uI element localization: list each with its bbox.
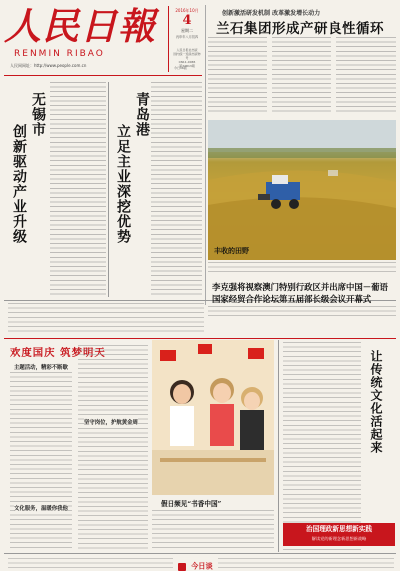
holiday-photo-scene [152,340,274,495]
footer-rule [4,553,396,554]
left-story-1-body [50,82,106,297]
masthead-title: 人民日報 [4,4,156,48]
macao-headline-1: 李克强将视察澳门特别行政区并出席中国－葡语 [212,282,388,292]
left-story-1-headline-2: 创新驱动产业升级 [11,124,27,244]
today-talk-icon [178,563,186,571]
edition-info-1: 人民日报社出版 [176,48,198,52]
edition-info-2: 国内统一连续出版物号 [173,52,201,60]
holiday-subhead-1: 主题活动，精彩不断歇 [14,365,68,371]
masthead-weekday: 星期二 [181,28,193,33]
footer-body-right [218,558,394,568]
bottom-feature-box[interactable] [283,523,395,546]
today-talk-label [178,556,213,571]
holiday-banner: 欢度国庆 筑梦明天 [10,347,106,359]
masthead-date-line: 2016年10月 [175,8,199,13]
masthead-pinyin: RENMIN RIBAO [14,49,105,59]
harvest-photo [208,120,396,260]
masthead-issue: 丙申年八月初四 [175,35,199,39]
holiday-subhead-3: 文化服务，温暖你我他 [14,503,68,513]
masthead-day: 4 [182,13,192,28]
bottom-feature-line1: 治国理政新思想新实践 [306,525,372,533]
left-story-2-body [151,82,202,297]
culture-intro-body [283,342,361,552]
macao-body [208,306,396,316]
lead-body [208,37,396,115]
footer-body [8,558,173,568]
holiday-top-rule [4,338,396,339]
holiday-col1-body [10,372,72,550]
left-story-2-headline-2: 立足主业深挖优势 [115,124,131,244]
macao-headline-2: 国家经贸合作论坛第五届部长级会议开幕式 [212,294,372,304]
left-story-1-headline-1: 无锡市 [30,92,46,137]
lead-rule [205,5,206,305]
masthead-rule [4,75,202,76]
bottom-feature-line2: 解读党的新理念新思想新战略 [311,536,367,541]
edition-info-4: 第24813期 [179,64,195,68]
photo-credit-text [208,262,396,274]
left-lower-body [8,303,204,333]
masthead-publisher [173,48,201,68]
harvest-photo-scene [208,120,396,260]
harvest-photo-caption: 丰收的田野 [214,246,249,255]
left-rule-1 [108,82,109,297]
lead-headline: 兰石集团形成产研良性循环 [216,21,384,37]
holiday-subhead-2: 坚守岗位，护航黄金周 [84,417,138,427]
lead-kicker: 创新激活研发机制 改革激发增长动力 [222,10,321,17]
edition-info-5: 今日16版 [174,66,187,70]
holiday-col2-body [78,345,148,550]
holiday-photo-caption: 假日频见“书香中国” [161,500,222,508]
today-talk-text: 今日谈 [191,561,213,571]
holiday-col3-body [152,510,274,550]
masthead-website: 人民网网址：http://www.people.com.cn [10,63,87,68]
left-story-2-headline-1: 青岛港 [134,92,150,137]
edition-info-3: CN11-0065 [178,60,196,64]
culture-rule [278,340,279,552]
holiday-photo [152,340,274,495]
culture-headline: 让传统文化活起来 [369,350,383,454]
